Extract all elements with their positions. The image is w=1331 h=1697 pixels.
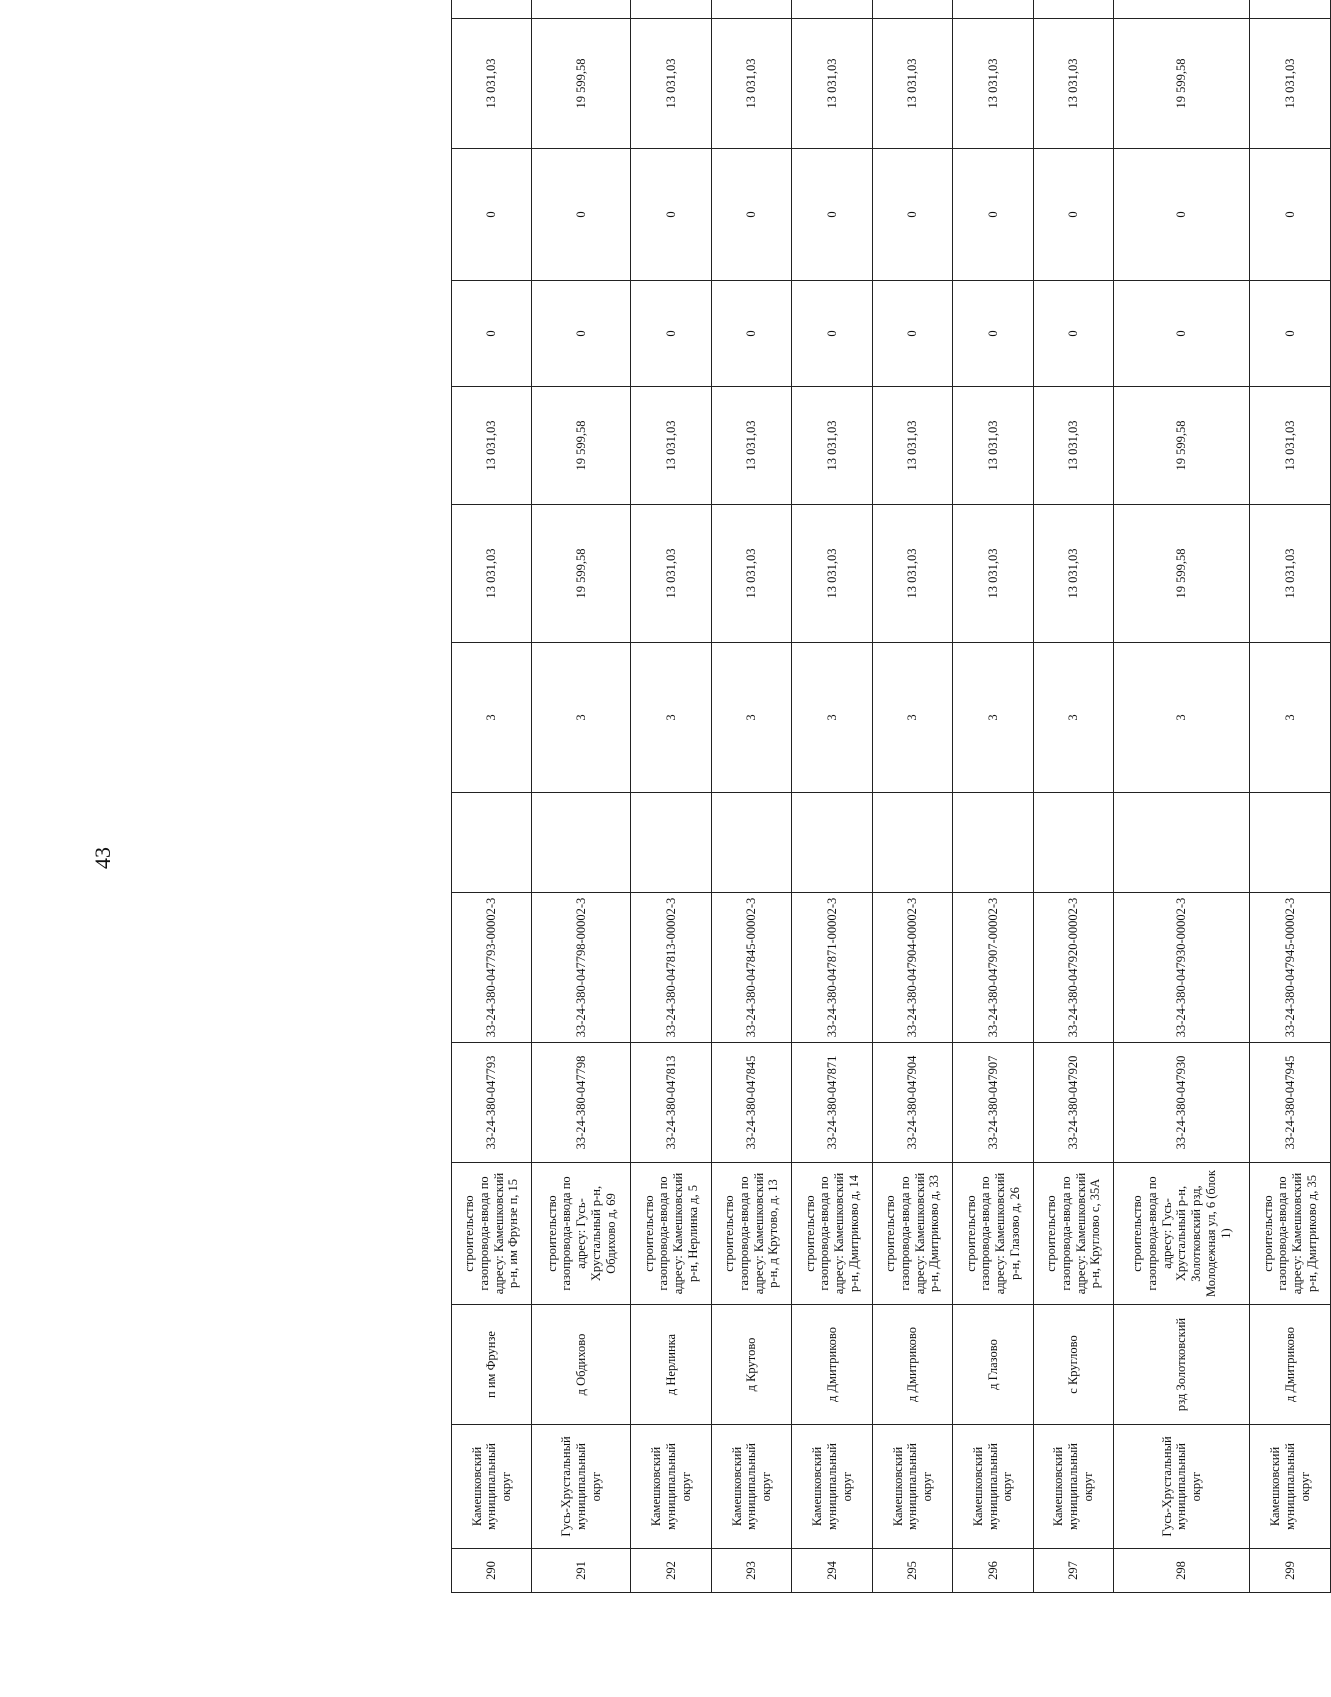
okrug-cell: Камешковский муниципальный округ (1033, 1425, 1113, 1549)
amount-1-cell: 13 031,03 (711, 505, 791, 643)
amount-4-cell: 0 (1033, 149, 1113, 281)
table-row (532, 0, 631, 1593)
amount-2-cell: 13 031,03 (1033, 387, 1113, 505)
address-cell: строительство газопровода-ввода по адресу: Камешковский р-н, Глазово д, 26 (953, 1163, 1033, 1305)
amount-5-cell: 13 031,03 (711, 19, 791, 149)
settlement-cell: д Обдихово (532, 1305, 631, 1425)
amount-5-cell: 19 599,58 (532, 19, 631, 149)
address-cell: строительство газопровода-ввода по адресу: Камешковский р-н, Нерлинка д, 5 (631, 1163, 711, 1305)
amount-3-cell: 0 (1033, 281, 1113, 387)
okrug-cell: Камешковский муниципальный округ (953, 1425, 1033, 1549)
amount-6-cell (953, 0, 1033, 19)
address-cell: строительство газопровода-ввода по адресу: Гусь-Хрустальный р-н, Золотковский рзд, Молодежная ул, 6 (блок 1) (1114, 1163, 1250, 1305)
amount-2-cell: 19 599,58 (1114, 387, 1250, 505)
page-number: 43 (90, 847, 115, 869)
amount-6-cell (1033, 0, 1113, 19)
category-cell: 3 (452, 643, 532, 793)
amount-3-cell: 0 (1114, 281, 1250, 387)
amount-4-cell: 0 (872, 149, 952, 281)
settlement-cell: п им Фрунзе (452, 1305, 532, 1425)
object-id-cell: 33-24-380-047813-00002-3 (631, 893, 711, 1043)
amount-3-cell: 0 (1250, 281, 1331, 387)
settlement-cell: д Глазово (953, 1305, 1033, 1425)
amount-4-cell: 0 (532, 149, 631, 281)
address-cell: строительство газопровода-ввода по адресу: Камешковский р-н, Дмитриково д, 33 (872, 1163, 952, 1305)
settlement-cell: д Крутово (711, 1305, 791, 1425)
address-cell: строительство газопровода-ввода по адресу: Камешковский р-н, д Крутово, д. 13 (711, 1163, 791, 1305)
amount-1-cell: 13 031,03 (1033, 505, 1113, 643)
okrug-cell: Гусь-Хрустальный муниципальный округ (1114, 1425, 1250, 1549)
amount-1-cell: 13 031,03 (631, 505, 711, 643)
amount-2-cell: 13 031,03 (953, 387, 1033, 505)
amount-5-cell: 13 031,03 (792, 19, 872, 149)
settlement-cell: д Нерлинка (631, 1305, 711, 1425)
row-number-cell: 298 (1114, 1549, 1250, 1593)
table-row (452, 0, 532, 1593)
address-cell: строительство газопровода-ввода по адресу: Гусь-Хрустальный р-н, Обдихово д, 69 (532, 1163, 631, 1305)
object-id-cell: 33-24-380-047907-00002-3 (953, 893, 1033, 1043)
address-cell: строительство газопровода-ввода по адресу: Камешковский р-н, Дмитриково д, 14 (792, 1163, 872, 1305)
amount-1-cell: 13 031,03 (953, 505, 1033, 643)
object-code-cell: 33-24-380-047907 (953, 1043, 1033, 1163)
empty-cell (532, 793, 631, 893)
amount-5-cell: 19 599,58 (1114, 19, 1250, 149)
okrug-cell: Камешковский муниципальный округ (631, 1425, 711, 1549)
amount-3-cell: 0 (452, 281, 532, 387)
object-code-cell: 33-24-380-047945 (1250, 1043, 1331, 1163)
table-row (1114, 0, 1250, 1593)
amount-6-cell (631, 0, 711, 19)
registry-table-frame (451, 58, 1331, 1593)
address-cell: строительство газопровода-ввода по адресу: Камешковский р-н, Круглово с, 35А (1033, 1163, 1113, 1305)
table-row (631, 0, 711, 1593)
row-number-cell: 294 (792, 1549, 872, 1593)
amount-5-cell: 13 031,03 (452, 19, 532, 149)
registry-table (451, 0, 1331, 1593)
category-cell: 3 (631, 643, 711, 793)
empty-cell (1033, 793, 1113, 893)
okrug-cell: Гусь-Хрустальный муниципальный округ (532, 1425, 631, 1549)
amount-6-cell (872, 0, 952, 19)
amount-4-cell: 0 (792, 149, 872, 281)
okrug-cell: Камешковский муниципальный округ (872, 1425, 952, 1549)
amount-1-cell: 19 599,58 (1114, 505, 1250, 643)
table-row (872, 0, 952, 1593)
category-cell: 3 (532, 643, 631, 793)
object-id-cell: 33-24-380-047798-00002-3 (532, 893, 631, 1043)
settlement-cell: д Дмитриково (792, 1305, 872, 1425)
amount-4-cell: 0 (711, 149, 791, 281)
amount-3-cell: 0 (532, 281, 631, 387)
object-code-cell: 33-24-380-047813 (631, 1043, 711, 1163)
category-cell: 3 (1250, 643, 1331, 793)
object-id-cell: 33-24-380-047845-00002-3 (711, 893, 791, 1043)
row-number-cell: 292 (631, 1549, 711, 1593)
table-row (792, 0, 872, 1593)
table-row (711, 0, 791, 1593)
amount-5-cell: 13 031,03 (953, 19, 1033, 149)
settlement-cell: д Дмитриково (1250, 1305, 1331, 1425)
object-code-cell: 33-24-380-047920 (1033, 1043, 1113, 1163)
row-number-cell: 297 (1033, 1549, 1113, 1593)
object-id-cell: 33-24-380-047871-00002-3 (792, 893, 872, 1043)
row-number-cell: 296 (953, 1549, 1033, 1593)
amount-2-cell: 13 031,03 (792, 387, 872, 505)
amount-4-cell: 0 (452, 149, 532, 281)
object-id-cell: 33-24-380-047920-00002-3 (1033, 893, 1113, 1043)
category-cell: 3 (1114, 643, 1250, 793)
okrug-cell: Камешковский муниципальный округ (1250, 1425, 1331, 1549)
amount-2-cell: 13 031,03 (872, 387, 952, 505)
object-id-cell: 33-24-380-047945-00002-3 (1250, 893, 1331, 1043)
object-id-cell: 33-24-380-047930-00002-3 (1114, 893, 1250, 1043)
amount-1-cell: 13 031,03 (792, 505, 872, 643)
empty-cell (1114, 793, 1250, 893)
amount-3-cell: 0 (872, 281, 952, 387)
category-cell: 3 (792, 643, 872, 793)
settlement-cell: рзд Золотковский (1114, 1305, 1250, 1425)
amount-3-cell: 0 (631, 281, 711, 387)
amount-5-cell: 13 031,03 (1033, 19, 1113, 149)
amount-2-cell: 13 031,03 (631, 387, 711, 505)
table-body (452, 0, 1331, 1593)
empty-cell (953, 793, 1033, 893)
category-cell: 3 (1033, 643, 1113, 793)
amount-1-cell: 13 031,03 (1250, 505, 1331, 643)
empty-cell (452, 793, 532, 893)
amount-4-cell: 0 (953, 149, 1033, 281)
address-cell: строительство газопровода-ввода по адресу: Камешковский р-н, им Фрунзе п, 15 (452, 1163, 532, 1305)
empty-cell (711, 793, 791, 893)
okrug-cell: Камешковский муниципальный округ (452, 1425, 532, 1549)
amount-4-cell: 0 (1250, 149, 1331, 281)
amount-2-cell: 13 031,03 (1250, 387, 1331, 505)
amount-2-cell: 13 031,03 (452, 387, 532, 505)
row-number-cell: 291 (532, 1549, 631, 1593)
settlement-cell: с Круглово (1033, 1305, 1113, 1425)
amount-5-cell: 13 031,03 (631, 19, 711, 149)
empty-cell (1250, 793, 1331, 893)
table-row (953, 0, 1033, 1593)
object-code-cell: 33-24-380-047930 (1114, 1043, 1250, 1163)
amount-2-cell: 19 599,58 (532, 387, 631, 505)
object-id-cell: 33-24-380-047793-00002-3 (452, 893, 532, 1043)
object-code-cell: 33-24-380-047793 (452, 1043, 532, 1163)
category-cell: 3 (872, 643, 952, 793)
amount-6-cell (1250, 0, 1331, 19)
category-cell: 3 (953, 643, 1033, 793)
row-number-cell: 290 (452, 1549, 532, 1593)
amount-3-cell: 0 (711, 281, 791, 387)
amount-4-cell: 0 (1114, 149, 1250, 281)
amount-6-cell (1114, 0, 1250, 19)
address-cell: строительство газопровода-ввода по адресу: Камешковский р-н, Дмитриково д, 35 (1250, 1163, 1331, 1305)
object-code-cell: 33-24-380-047904 (872, 1043, 952, 1163)
row-number-cell: 295 (872, 1549, 952, 1593)
okrug-cell: Камешковский муниципальный округ (711, 1425, 791, 1549)
row-number-cell: 293 (711, 1549, 791, 1593)
object-code-cell: 33-24-380-047871 (792, 1043, 872, 1163)
table-row (1033, 0, 1113, 1593)
amount-5-cell: 13 031,03 (872, 19, 952, 149)
category-cell: 3 (711, 643, 791, 793)
object-id-cell: 33-24-380-047904-00002-3 (872, 893, 952, 1043)
amount-1-cell: 13 031,03 (452, 505, 532, 643)
empty-cell (872, 793, 952, 893)
amount-6-cell (711, 0, 791, 19)
amount-6-cell (532, 0, 631, 19)
amount-3-cell: 0 (953, 281, 1033, 387)
okrug-cell: Камешковский муниципальный округ (792, 1425, 872, 1549)
object-code-cell: 33-24-380-047798 (532, 1043, 631, 1163)
amount-2-cell: 13 031,03 (711, 387, 791, 505)
table-row (1250, 0, 1331, 1593)
amount-6-cell (452, 0, 532, 19)
settlement-cell: д Дмитриково (872, 1305, 952, 1425)
amount-5-cell: 13 031,03 (1250, 19, 1331, 149)
amount-3-cell: 0 (792, 281, 872, 387)
empty-cell (792, 793, 872, 893)
amount-4-cell: 0 (631, 149, 711, 281)
object-code-cell: 33-24-380-047845 (711, 1043, 791, 1163)
amount-1-cell: 19 599,58 (532, 505, 631, 643)
empty-cell (631, 793, 711, 893)
amount-1-cell: 13 031,03 (872, 505, 952, 643)
amount-6-cell (792, 0, 872, 19)
row-number-cell: 299 (1250, 1549, 1331, 1593)
